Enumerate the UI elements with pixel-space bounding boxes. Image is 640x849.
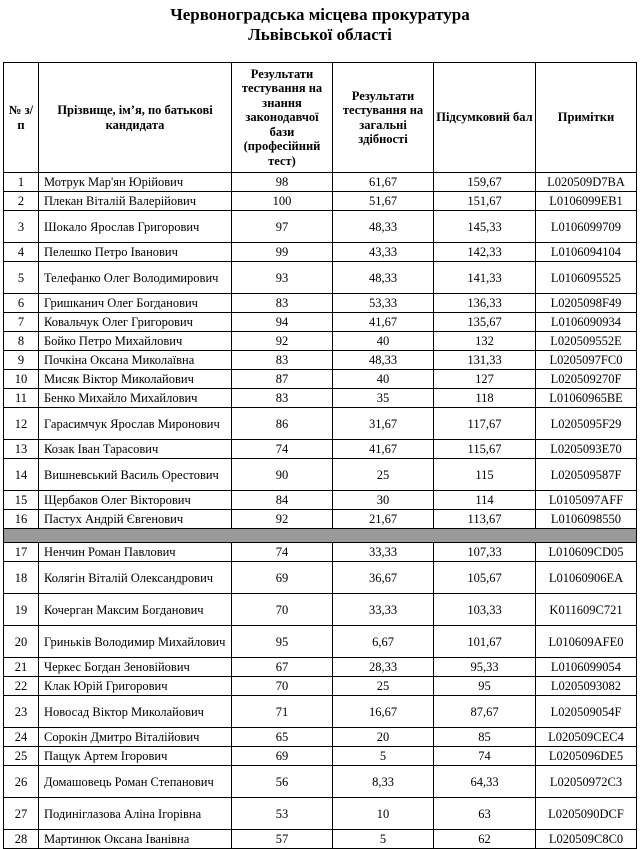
total-score: 132 xyxy=(434,332,536,351)
separator-row xyxy=(4,529,637,543)
table-row xyxy=(4,510,637,529)
law-test-score: 100 xyxy=(232,192,333,211)
general-test-score: 25 xyxy=(333,459,434,491)
col-header-general-test: Результати тестування на загальні здібності xyxy=(333,63,434,173)
candidate-name: Мартинюк Оксана Іванівна xyxy=(39,830,232,849)
candidate-code: K011609C721 xyxy=(536,594,637,626)
total-score: 145,33 xyxy=(434,211,536,243)
candidate-name: Кочерган Максим Богданович xyxy=(39,594,232,626)
total-score: 151,67 xyxy=(434,192,536,211)
table-row xyxy=(4,830,637,849)
general-test-score: 61,67 xyxy=(333,173,434,192)
law-test-score: 97 xyxy=(232,211,333,243)
row-number: 16 xyxy=(4,510,39,529)
candidate-name: Плекан Віталій Валерійович xyxy=(39,192,232,211)
candidate-name: Бойко Петро Михайлович xyxy=(39,332,232,351)
candidate-name: Пелешко Петро Іванович xyxy=(39,243,232,262)
row-number: 28 xyxy=(4,830,39,849)
candidate-code: L0106099709 xyxy=(536,211,637,243)
candidate-code: L0205096DE5 xyxy=(536,747,637,766)
total-score: 135,67 xyxy=(434,313,536,332)
table-header-row xyxy=(4,63,637,173)
law-test-score: 87 xyxy=(232,370,333,389)
candidate-code: L020509D7BA xyxy=(536,173,637,192)
candidate-name: Телефанко Олег Володимирович xyxy=(39,262,232,294)
general-test-score: 40 xyxy=(333,332,434,351)
general-test-score: 5 xyxy=(333,830,434,849)
general-test-score: 10 xyxy=(333,798,434,830)
total-score: 63 xyxy=(434,798,536,830)
row-number: 22 xyxy=(4,677,39,696)
total-score: 117,67 xyxy=(434,408,536,440)
law-test-score: 69 xyxy=(232,562,333,594)
law-test-score: 57 xyxy=(232,830,333,849)
general-test-score: 20 xyxy=(333,728,434,747)
table-row xyxy=(4,440,637,459)
general-test-score: 48,33 xyxy=(333,351,434,370)
total-score: 114 xyxy=(434,491,536,510)
row-number: 3 xyxy=(4,211,39,243)
row-number: 4 xyxy=(4,243,39,262)
row-number: 19 xyxy=(4,594,39,626)
general-test-score: 41,67 xyxy=(333,440,434,459)
col-header-number: № з/п xyxy=(4,63,39,173)
table-row xyxy=(4,173,637,192)
candidate-code: L0205098F49 xyxy=(536,294,637,313)
table-row xyxy=(4,389,637,408)
candidate-code: L01060965BE xyxy=(536,389,637,408)
general-test-score: 8,33 xyxy=(333,766,434,798)
table-row xyxy=(4,262,637,294)
law-test-score: 71 xyxy=(232,696,333,728)
candidate-code: L020509587F xyxy=(536,459,637,491)
candidate-code: L0105097AFF xyxy=(536,491,637,510)
general-test-score: 5 xyxy=(333,747,434,766)
candidate-code: L0106094104 xyxy=(536,243,637,262)
general-test-score: 31,67 xyxy=(333,408,434,440)
row-number: 24 xyxy=(4,728,39,747)
candidate-name: Черкес Богдан Зеновійович xyxy=(39,658,232,677)
candidate-name: Ненчин Роман Павлович xyxy=(39,543,232,562)
row-number: 5 xyxy=(4,262,39,294)
candidate-code: L020509C8C0 xyxy=(536,830,637,849)
results-top-group xyxy=(4,173,637,529)
candidate-name: Гарасимчук Ярослав Миронович xyxy=(39,408,232,440)
candidate-name: Пастух Андрій Євгенович xyxy=(39,510,232,529)
table-row xyxy=(4,696,637,728)
candidate-name: Мотрук Мар'ян Юрійович xyxy=(39,173,232,192)
candidate-name: Гриньків Володимир Михайлович xyxy=(39,626,232,658)
col-header-total: Підсумковий бал xyxy=(434,63,536,173)
row-number: 14 xyxy=(4,459,39,491)
total-score: 87,67 xyxy=(434,696,536,728)
candidate-code: L020509054F xyxy=(536,696,637,728)
total-score: 74 xyxy=(434,747,536,766)
total-score: 159,67 xyxy=(434,173,536,192)
row-number: 6 xyxy=(4,294,39,313)
general-test-score: 28,33 xyxy=(333,658,434,677)
table-row xyxy=(4,491,637,510)
row-number: 11 xyxy=(4,389,39,408)
row-number: 27 xyxy=(4,798,39,830)
row-number: 21 xyxy=(4,658,39,677)
candidate-code: L0205095F29 xyxy=(536,408,637,440)
total-score: 131,33 xyxy=(434,351,536,370)
candidate-code: L0106098550 xyxy=(536,510,637,529)
general-test-score: 53,33 xyxy=(333,294,434,313)
total-score: 142,33 xyxy=(434,243,536,262)
separator-group xyxy=(4,529,637,543)
candidate-code: L020509552E xyxy=(536,332,637,351)
law-test-score: 56 xyxy=(232,766,333,798)
total-score: 127 xyxy=(434,370,536,389)
candidate-name: Новосад Віктор Миколайович xyxy=(39,696,232,728)
row-number: 8 xyxy=(4,332,39,351)
table-row xyxy=(4,294,637,313)
candidate-name: Пащук Артем Ігорович xyxy=(39,747,232,766)
law-test-score: 53 xyxy=(232,798,333,830)
candidate-code: L0205097FC0 xyxy=(536,351,637,370)
candidate-code: L02050972C3 xyxy=(536,766,637,798)
general-test-score: 16,67 xyxy=(333,696,434,728)
law-test-score: 70 xyxy=(232,594,333,626)
candidate-code: L01060906EA xyxy=(536,562,637,594)
general-test-score: 21,67 xyxy=(333,510,434,529)
total-score: 141,33 xyxy=(434,262,536,294)
general-test-score: 25 xyxy=(333,677,434,696)
general-test-score: 41,67 xyxy=(333,313,434,332)
row-number: 10 xyxy=(4,370,39,389)
col-header-law-test: Результати тестування на знання законодавчої бази (професійний тест) xyxy=(232,63,333,173)
candidate-name: Домашовець Роман Степанович xyxy=(39,766,232,798)
row-number: 20 xyxy=(4,626,39,658)
total-score: 113,67 xyxy=(434,510,536,529)
table-row xyxy=(4,798,637,830)
general-test-score: 6,67 xyxy=(333,626,434,658)
table-row xyxy=(4,370,637,389)
candidate-code: L010609CD05 xyxy=(536,543,637,562)
candidate-name: Бенко Михайло Михайлович xyxy=(39,389,232,408)
law-test-score: 83 xyxy=(232,351,333,370)
total-score: 62 xyxy=(434,830,536,849)
table-row xyxy=(4,408,637,440)
table-row xyxy=(4,728,637,747)
law-test-score: 65 xyxy=(232,728,333,747)
total-score: 115 xyxy=(434,459,536,491)
col-header-notes: Примітки xyxy=(536,63,637,173)
table-row xyxy=(4,747,637,766)
law-test-score: 92 xyxy=(232,332,333,351)
table-row xyxy=(4,211,637,243)
total-score: 95 xyxy=(434,677,536,696)
general-test-score: 35 xyxy=(333,389,434,408)
law-test-score: 83 xyxy=(232,389,333,408)
row-number: 17 xyxy=(4,543,39,562)
table-row xyxy=(4,243,637,262)
candidate-code: L020509270F xyxy=(536,370,637,389)
total-score: 105,67 xyxy=(434,562,536,594)
law-test-score: 86 xyxy=(232,408,333,440)
general-test-score: 48,33 xyxy=(333,262,434,294)
candidate-code: L020509CEC4 xyxy=(536,728,637,747)
law-test-score: 92 xyxy=(232,510,333,529)
general-test-score: 48,33 xyxy=(333,211,434,243)
table-row xyxy=(4,459,637,491)
table-row xyxy=(4,313,637,332)
law-test-score: 95 xyxy=(232,626,333,658)
row-number: 9 xyxy=(4,351,39,370)
total-score: 85 xyxy=(434,728,536,747)
row-number: 7 xyxy=(4,313,39,332)
general-test-score: 51,67 xyxy=(333,192,434,211)
table-row xyxy=(4,626,637,658)
table-row xyxy=(4,677,637,696)
total-score: 136,33 xyxy=(434,294,536,313)
candidate-name: Подиніглазова Аліна Ігорівна xyxy=(39,798,232,830)
row-number: 23 xyxy=(4,696,39,728)
candidate-name: Гришканич Олег Богданович xyxy=(39,294,232,313)
candidate-name: Клак Юрій Григорович xyxy=(39,677,232,696)
general-test-score: 33,33 xyxy=(333,543,434,562)
table-row xyxy=(4,562,637,594)
results-table xyxy=(3,62,637,849)
general-test-score: 36,67 xyxy=(333,562,434,594)
row-number: 26 xyxy=(4,766,39,798)
candidate-name: Почкіна Оксана Миколаївна xyxy=(39,351,232,370)
candidate-code: L0106099EB1 xyxy=(536,192,637,211)
candidate-name: Ковальчук Олег Григорович xyxy=(39,313,232,332)
total-score: 107,33 xyxy=(434,543,536,562)
total-score: 101,67 xyxy=(434,626,536,658)
law-test-score: 74 xyxy=(232,543,333,562)
total-score: 95,33 xyxy=(434,658,536,677)
row-number: 12 xyxy=(4,408,39,440)
law-test-score: 90 xyxy=(232,459,333,491)
law-test-score: 93 xyxy=(232,262,333,294)
law-test-score: 74 xyxy=(232,440,333,459)
row-number: 13 xyxy=(4,440,39,459)
row-number: 18 xyxy=(4,562,39,594)
candidate-code: L0106099054 xyxy=(536,658,637,677)
total-score: 103,33 xyxy=(434,594,536,626)
law-test-score: 84 xyxy=(232,491,333,510)
general-test-score: 30 xyxy=(333,491,434,510)
candidate-name: Щербаков Олег Вікторович xyxy=(39,491,232,510)
candidate-code: L0205093082 xyxy=(536,677,637,696)
law-test-score: 70 xyxy=(232,677,333,696)
separator-cell xyxy=(4,529,637,543)
row-number: 2 xyxy=(4,192,39,211)
table-row xyxy=(4,766,637,798)
candidate-name: Колягін Віталій Олександрович xyxy=(39,562,232,594)
general-test-score: 33,33 xyxy=(333,594,434,626)
candidate-code: L010609AFE0 xyxy=(536,626,637,658)
row-number: 15 xyxy=(4,491,39,510)
row-number: 25 xyxy=(4,747,39,766)
total-score: 64,33 xyxy=(434,766,536,798)
table-row xyxy=(4,594,637,626)
general-test-score: 43,33 xyxy=(333,243,434,262)
law-test-score: 99 xyxy=(232,243,333,262)
candidate-name: Сорокін Дмитро Віталійович xyxy=(39,728,232,747)
document-subtitle: Львівської області xyxy=(248,25,392,44)
total-score: 115,67 xyxy=(434,440,536,459)
table-row xyxy=(4,658,637,677)
results-bottom-group xyxy=(4,543,637,849)
table-row xyxy=(4,351,637,370)
row-number: 1 xyxy=(4,173,39,192)
candidate-name: Шокало Ярослав Григорович xyxy=(39,211,232,243)
law-test-score: 94 xyxy=(232,313,333,332)
candidate-name: Мисяк Віктор Миколайович xyxy=(39,370,232,389)
candidate-code: L0205090DCF xyxy=(536,798,637,830)
document-title: Червоноградська місцева прокуратура xyxy=(170,5,470,24)
table-row xyxy=(4,543,637,562)
law-test-score: 69 xyxy=(232,747,333,766)
candidate-name: Вишневський Василь Орестович xyxy=(39,459,232,491)
total-score: 118 xyxy=(434,389,536,408)
col-header-name: Прізвище, ім’я, по батькові кандидата xyxy=(39,63,232,173)
candidate-code: L0106090934 xyxy=(536,313,637,332)
law-test-score: 83 xyxy=(232,294,333,313)
candidate-name: Козак Іван Тарасович xyxy=(39,440,232,459)
law-test-score: 98 xyxy=(232,173,333,192)
candidate-code: L0205093E70 xyxy=(536,440,637,459)
table-row xyxy=(4,332,637,351)
general-test-score: 40 xyxy=(333,370,434,389)
law-test-score: 67 xyxy=(232,658,333,677)
table-row xyxy=(4,192,637,211)
candidate-code: L0106095525 xyxy=(536,262,637,294)
